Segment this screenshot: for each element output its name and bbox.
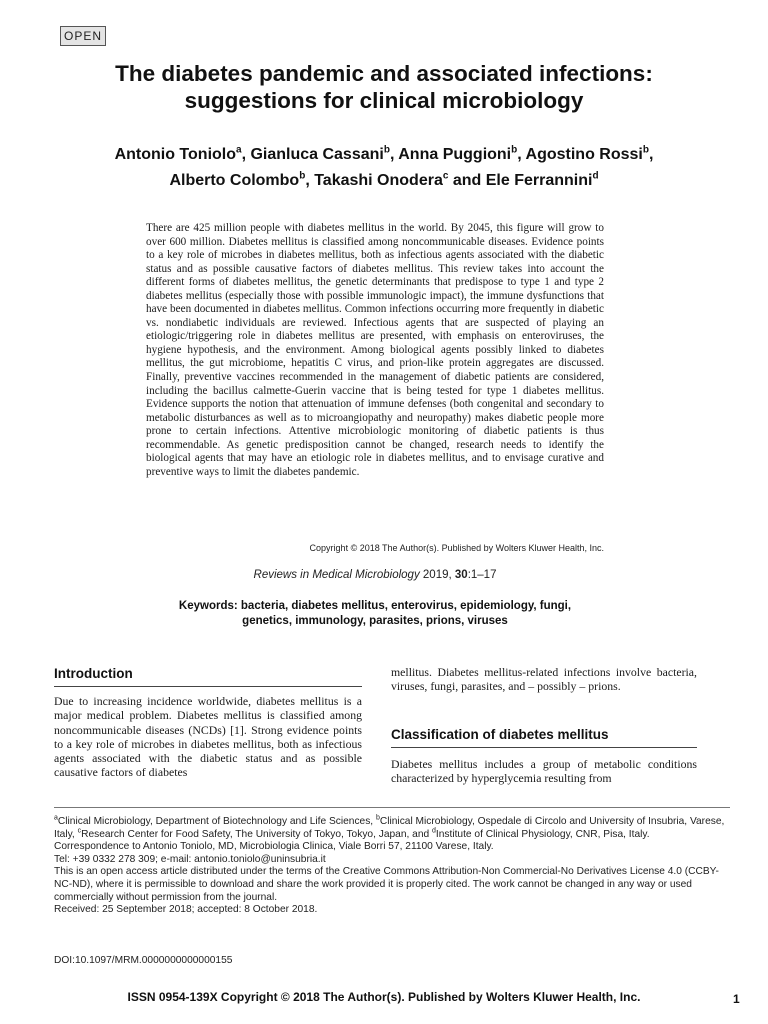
page-number: 1 bbox=[733, 992, 740, 1006]
author-affiliation-mark: a bbox=[236, 144, 242, 156]
journal-pages: :1–17 bbox=[467, 569, 497, 581]
author-separator: , bbox=[648, 146, 654, 163]
author-separator: , bbox=[305, 172, 315, 189]
affiliation-text: Research Center for Food Safety, The University of Tokyo, Tokyo, Japan, and bbox=[81, 828, 432, 840]
author-affiliation-mark: c bbox=[442, 170, 449, 182]
author-affiliation-mark: b bbox=[511, 144, 518, 156]
author-name: Alberto Colombo bbox=[169, 172, 300, 189]
license-note: This is an open access article distributed under the terms of the Creative Commons Attribution-Non Commercial-No Derivatives License 4.0 (CCBY-NC-ND), where it is permissible to download and share the work provided it is properly cited. The work cannot be changed in any way or used commercially without permission from the journal. bbox=[54, 866, 719, 903]
classification-text: Diabetes mellitus includes a group of metabolic conditions characterized by hyperglycemia resulting from bbox=[391, 757, 697, 786]
contact-info: Tel: +39 0332 278 309; e-mail: antonio.toniolo@uninsubria.it bbox=[54, 853, 326, 865]
author-separator: , bbox=[241, 146, 251, 163]
keywords-block bbox=[146, 599, 604, 628]
affiliation-mark: a bbox=[54, 814, 58, 822]
author-affiliation-mark: b bbox=[299, 170, 306, 182]
author-separator: and bbox=[448, 172, 486, 189]
author-name: Antonio Toniolo bbox=[114, 146, 236, 163]
author-name: Takashi Onodera bbox=[314, 172, 443, 189]
author-line-2 bbox=[40, 168, 728, 194]
affiliations bbox=[54, 816, 730, 841]
author-affiliation-mark: d bbox=[592, 170, 599, 182]
affiliation-mark: d bbox=[432, 827, 436, 835]
affiliation-mark: b bbox=[375, 814, 380, 822]
correspondence: Correspondence to Antonio Toniolo, MD, Microbiologia Clinica, Viale Borri 57, 21100 Varese, Italy. bbox=[54, 841, 494, 853]
article-title bbox=[40, 60, 728, 114]
keywords-list: bacteria, diabetes mellitus, enterovirus, epidemiology, fungi, bbox=[240, 600, 572, 612]
issn-copyright-line: ISSN 0954-139X Copyright © 2018 The Author(s). Published by Wolters Kluwer Health, Inc. bbox=[127, 990, 641, 1004]
classification-heading: Classification of diabetes mellitus bbox=[391, 727, 609, 742]
open-access-badge: OPEN bbox=[60, 26, 106, 46]
journal-year: 2019, bbox=[422, 569, 452, 581]
section-rule bbox=[54, 686, 362, 687]
section-rule bbox=[391, 747, 697, 748]
received-dates: Received: 25 September 2018; accepted: 8 October 2018. bbox=[54, 904, 318, 916]
author-separator: , bbox=[389, 146, 399, 163]
title-line-1: The diabetes pandemic and associated infections: bbox=[115, 61, 653, 86]
title-line-2: suggestions for clinical microbiology bbox=[184, 88, 584, 113]
abstract-copyright: Copyright © 2018 The Author(s). Published by Wolters Kluwer Health, Inc. bbox=[309, 543, 604, 553]
author-separator: , bbox=[517, 146, 526, 163]
footnote-rule bbox=[54, 807, 730, 808]
author-name: Gianluca Cassani bbox=[250, 146, 384, 163]
author-line-1 bbox=[40, 142, 728, 168]
introduction-heading: Introduction bbox=[54, 666, 133, 681]
keywords-line-1 bbox=[146, 599, 604, 614]
right-column-text: mellitus. Diabetes mellitus-related infections involve bacteria, viruses, fungi, parasites, and – possibly – prions. bbox=[391, 665, 697, 694]
journal-name: Reviews in Medical Microbiology bbox=[253, 569, 420, 581]
journal-volume: 30 bbox=[454, 569, 468, 581]
author-affiliation-mark: b bbox=[383, 144, 390, 156]
keywords-line-2: genetics, immunology, parasites, prions, viruses bbox=[242, 614, 508, 627]
affiliation-mark: c bbox=[77, 827, 82, 835]
affiliation-text: Clinical Microbiology, Department of Biotechnology and Life Sciences, bbox=[57, 816, 376, 827]
abstract-text: There are 425 million people with diabetes mellitus in the world. By 2045, this figure will grow to over 600 million. Diabetes mellitus is classified among noncommunicable diseases. Evidence points to a key role of microbes in diabetes mellitus, both as infectious agents associated with the diabetic status and as possible causative factors of diabetes mellitus. This review takes into account the different forms of diabetes mellitus, the genetic determinants that predispose to type 1 and type 2 diabetes mellitus (especially those with possible immunologic impact), the immune dysfunctions that have been documented in diabetes mellitus. Common infections occurring more frequently in diabetic vs. nondiabetic individuals are reviewed. Infectious agents that are suspected of playing an etiologic/triggering role in diabetes mellitus are presented, with emphasis on enteroviruses, the hygiene hypothesis, and the environment. Among biological agents possibly linked to diabetes mellitus, the gut microbiome, hepatitis C virus, and prion-like protein aggregates are discussed. Finally, preventive vaccines recommended in the management of diabetic patients are considered, including the bacillus calmette-Guerin vaccine that is being tested for type 1 diabetes mellitus. Evidence supports the notion that attenuation of immune defenses (both congenital and secondary to metabolic disturbances as well as to microangiopathy and neuropathy) makes diabetic people more prone to certain infections. Attentive microbiologic monitoring of diabetic patients is thus recommendable. As genetic predisposition cannot be changed, research needs to identify the biological agents that may have an etiologic role in diabetes mellitus, and to envisage curative and preventive ways to limit the diabetes pandemic. bbox=[146, 222, 604, 478]
journal-citation bbox=[146, 569, 604, 581]
author-name: Anna Puggioni bbox=[398, 146, 512, 163]
author-name: Agostino Rossi bbox=[525, 146, 643, 163]
affiliation-text: Institute of Clinical Physiology, CNR, Pisa, Italy. bbox=[435, 828, 650, 840]
author-list bbox=[40, 142, 728, 194]
doi: DOI:10.1097/MRM.0000000000000155 bbox=[54, 955, 233, 966]
author-affiliation-mark: b bbox=[642, 144, 649, 156]
keywords-label: Keywords: bbox=[178, 600, 238, 612]
introduction-text: Due to increasing incidence worldwide, diabetes mellitus is a major medical problem. Diabetes mellitus is classified among noncommunicable diseases (NCDs) [1]. Strong evidence points to a key role of microbes in diabetes mellitus, both as infectious agents associated with the diabetic status and as possible causative factors of diabetes bbox=[54, 694, 362, 780]
footnotes-block bbox=[54, 816, 730, 917]
author-name: Ele Ferrannini bbox=[485, 172, 593, 189]
affiliation-text: Clinical Microbiology, Ospedale di Circolo and University of Insubria, Varese, Italy, bbox=[54, 816, 725, 840]
